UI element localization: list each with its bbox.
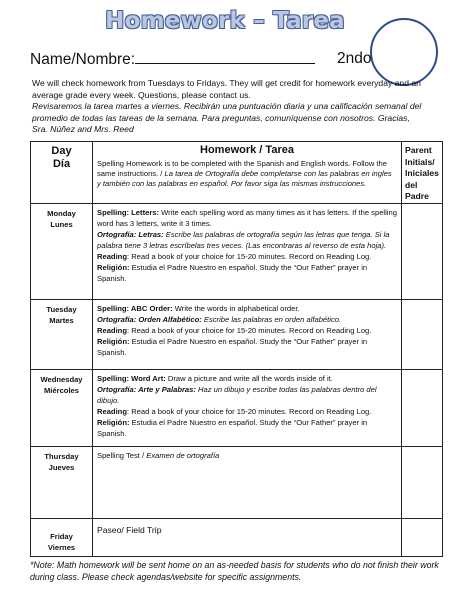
spelling-label: Spelling: ABC Order: [97, 304, 173, 313]
day-cell [31, 204, 93, 300]
spelling-text: Draw a picture and write all the words inside of it. [165, 374, 333, 383]
spelling-label: Spelling: Word Art: [97, 374, 166, 383]
name-label: Name/Nombre: [30, 51, 136, 68]
homework-cell [93, 519, 402, 557]
religion-text: Estudia el Padre Nuestro en español. Study the “Our Father” prayer in Spanish. [97, 418, 368, 438]
religion-text: Estudia el Padre Nuestro en español. Study the “Our Father” prayer in Spanish. [97, 337, 368, 357]
reading-label: Reading [97, 252, 127, 261]
parent-initials-cell[interactable] [402, 204, 443, 300]
header-homework [93, 142, 402, 204]
day-es: Lunes [50, 220, 73, 229]
grade-circle [370, 18, 438, 86]
parent-initials-cell[interactable] [402, 519, 443, 557]
day-cell [31, 370, 93, 447]
intro-text [32, 78, 427, 136]
name-field [30, 50, 315, 69]
day-es: Jueves [48, 463, 75, 472]
header-desc-es: La tarea de Ortografía debe completarse con las palabras en ingles y también con las palabras en español. Por favor siga las mismas instrucciones. [97, 169, 392, 188]
ortografia-text: Haz un dibujo y escribe todas las palabras dentro del dibujo. [97, 385, 377, 405]
parent-initials-cell[interactable] [402, 370, 443, 447]
ortografia-label: Ortografía: Letras: [97, 230, 164, 239]
table-header-row [31, 142, 443, 204]
page-title: Homework – Tarea [105, 8, 345, 34]
table-row [31, 370, 443, 447]
homework-cell [93, 300, 402, 370]
reading-text: : Read a book of your choice for 15-20 minutes. Record on Reading Log. [126, 407, 372, 416]
ortografia-text: Escribe las palabras en orden alfabético. [201, 315, 342, 324]
reading-text: : Read a book of your choice for 15-20 minutes. Record on Reading Log. [126, 326, 372, 335]
spelling-label: Spelling: Letters: [97, 208, 160, 217]
header-homework-desc [97, 159, 397, 189]
table-row [31, 519, 443, 557]
day-en: Thursday [44, 452, 79, 461]
reading-label: Reading [97, 407, 127, 416]
table-row [31, 204, 443, 300]
parent-initials-cell[interactable] [402, 300, 443, 370]
day-en: Wednesday [40, 375, 83, 384]
religion-label: Religión: [97, 263, 130, 272]
day-cell [31, 447, 93, 519]
day-es: Martes [49, 316, 74, 325]
header-day [31, 142, 93, 204]
day-en: Tuesday [46, 305, 77, 314]
ortografia-label: Ortografía: Orden Alfabético: [97, 315, 202, 324]
intro-spanish: Revisaremos la tarea martes a viernes. Recibirán una puntuación diaria y una calificación semanal del promedio de todas las tareas de la semana. Para preguntas, comuníquense con nosotros. Gracias, Sra. Núñez and Mrs. Reed [32, 101, 422, 134]
religion-label: Religión: [97, 418, 130, 427]
footer-note: *Note: Math homework will be sent home on an as-needed basis for students who do not finish their work during class. Please check agendas/website for specific assignments. [30, 560, 439, 582]
spelling-text: Write the words in alphabetical order. [172, 304, 300, 313]
day-cell [31, 300, 93, 370]
religion-label: Religión: [97, 337, 130, 346]
examen-text: Examen de ortografía [146, 451, 220, 460]
religion-text: Estudia el Padre Nuestro en español. Study the “Our Father” prayer in Spanish. [97, 263, 368, 283]
ortografia-text: Escribe las palabras de ortografía según las letras que tenga. Si la palabra tiene 3 letras escríbelas tres veces. (Las encontraras al reverso de esta hoja). [97, 230, 390, 250]
spelling-text: Write each spelling word as many times as it has letters. If the spelling word has 3 letters, write it 3 times. [97, 208, 397, 228]
day-es: Miércoles [43, 386, 80, 395]
reading-label: Reading [97, 326, 127, 335]
homework-cell [93, 447, 402, 519]
day-cell [31, 519, 93, 557]
homework-cell [93, 204, 402, 300]
intro-english: We will check homework from Tuesdays to Fridays. They will get credit for homework everyday and an average grade every week. Questions, please contact us. [32, 78, 421, 100]
homework-table [30, 141, 443, 557]
day-en: Monday [47, 209, 76, 218]
header-day-en: Day [51, 145, 72, 157]
spelling-test-text: Spelling Test / [97, 451, 147, 460]
day-en: Friday [50, 532, 73, 541]
ortografia-label: Ortografía: Arte y Palabras: [97, 385, 196, 394]
grade-label: 2ndo [337, 50, 372, 67]
name-blank-line [135, 50, 315, 64]
table-row [31, 447, 443, 519]
parent-initials-cell[interactable] [402, 447, 443, 519]
day-es: Viernes [47, 543, 76, 552]
header-day-es: Día [52, 158, 71, 170]
header-desc-en: Spelling Homework is to be completed with the Spanish and English words. Follow the same instructions. / [97, 159, 387, 178]
header-parent-initials: Parent Initials/ Iniciales del Padre [402, 142, 443, 204]
field-trip-text: Paseo/ Field Trip [97, 525, 162, 535]
table-row [31, 300, 443, 370]
homework-cell [93, 370, 402, 447]
reading-text: : Read a book of your choice for 15-20 minutes. Record on Reading Log. [126, 252, 372, 261]
header-homework-title: Homework / Tarea [200, 144, 294, 156]
